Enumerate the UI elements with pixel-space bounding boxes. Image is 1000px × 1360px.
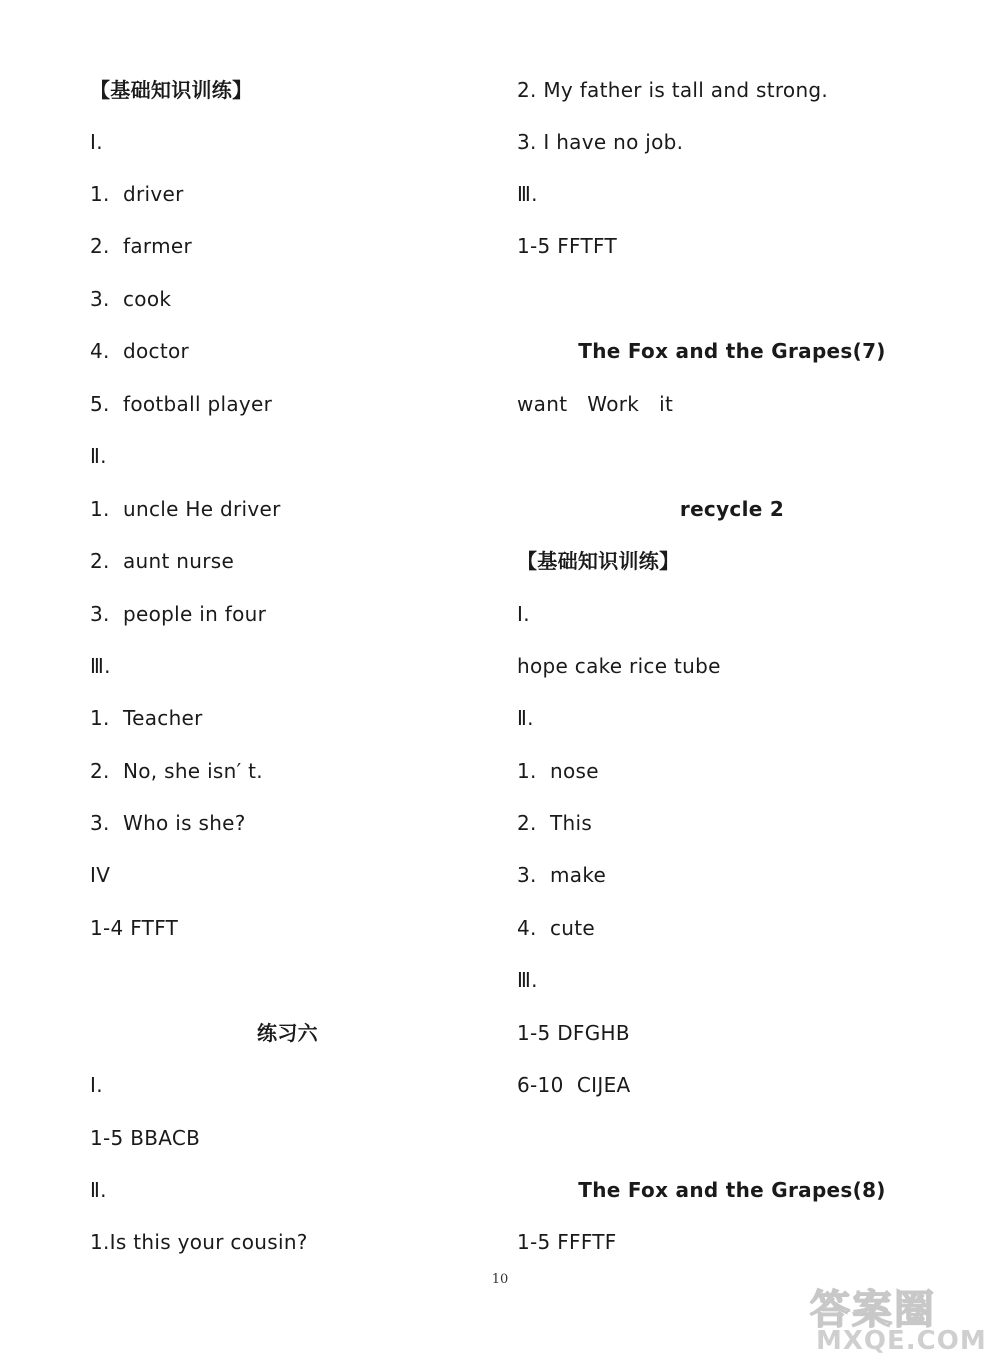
answer-line: 6-10 CIJEA [517, 1073, 631, 1097]
part-label: Ⅱ. [517, 706, 534, 730]
answer-line: 3. people in four [90, 602, 267, 626]
part-label: Ⅲ. [90, 654, 111, 678]
answer-line: 4. cute [517, 916, 596, 940]
answer-line: want Work it [517, 392, 674, 416]
part-label: Ⅱ. [90, 444, 107, 468]
watermark-logo [810, 1278, 990, 1356]
section-heading-exercise-six: 练习六 [257, 1021, 318, 1045]
answer-line: 1.Is this your cousin? [90, 1230, 308, 1254]
answer-line: 2. No, she isn′ t. [90, 759, 263, 783]
page-number: 10 [491, 1272, 509, 1287]
answer-line: 1. nose [517, 759, 599, 783]
answer-line: 3. Who is she? [90, 811, 246, 835]
answer-line: 2. My father is tall and strong. [517, 78, 829, 102]
part-label: IV [90, 863, 111, 887]
part-label: Ⅰ. [90, 1073, 103, 1097]
watermark-cn: 答案圈 [810, 1287, 936, 1333]
answer-line: 3. make [517, 863, 607, 887]
answer-line: 1-5 DFGHB [517, 1021, 630, 1045]
watermark-en: MXQE.COM [816, 1326, 987, 1356]
answer-line: 1. Teacher [90, 706, 203, 730]
answer-line: 1-5 FFTFT [517, 234, 617, 258]
part-label: Ⅰ. [90, 130, 103, 154]
answer-line: 1-5 BBACB [90, 1126, 201, 1150]
answer-line: 2. farmer [90, 234, 192, 258]
answer-line: 3. cook [90, 287, 172, 311]
answer-line: 4. doctor [90, 339, 190, 363]
section-heading-fox-grapes-8: The Fox and the Grapes(8) [578, 1178, 886, 1202]
section-heading-fox-grapes-7: The Fox and the Grapes(7) [578, 339, 886, 363]
answer-line: 1. uncle He driver [90, 497, 281, 521]
part-label: Ⅲ. [517, 968, 538, 992]
answer-line: 5. football player [90, 392, 273, 416]
answer-line: 1. driver [90, 182, 184, 206]
answer-line: 1-4 FTFT [90, 916, 179, 940]
section-heading-recycle-2: recycle 2 [679, 497, 785, 521]
part-label: Ⅰ. [517, 602, 530, 626]
answer-line: 3. I have no job. [517, 130, 684, 154]
answer-line: 2. This [517, 811, 593, 835]
part-label: Ⅱ. [90, 1178, 107, 1202]
answer-line: hope cake rice tube [517, 654, 721, 678]
answer-line: 1-5 FFFTF [517, 1230, 617, 1254]
section-heading-basic: 【基础知识训练】 [90, 78, 253, 102]
answer-line: 2. aunt nurse [90, 549, 235, 573]
part-label: Ⅲ. [517, 182, 538, 206]
section-subheading-basic: 【基础知识训练】 [517, 549, 680, 573]
